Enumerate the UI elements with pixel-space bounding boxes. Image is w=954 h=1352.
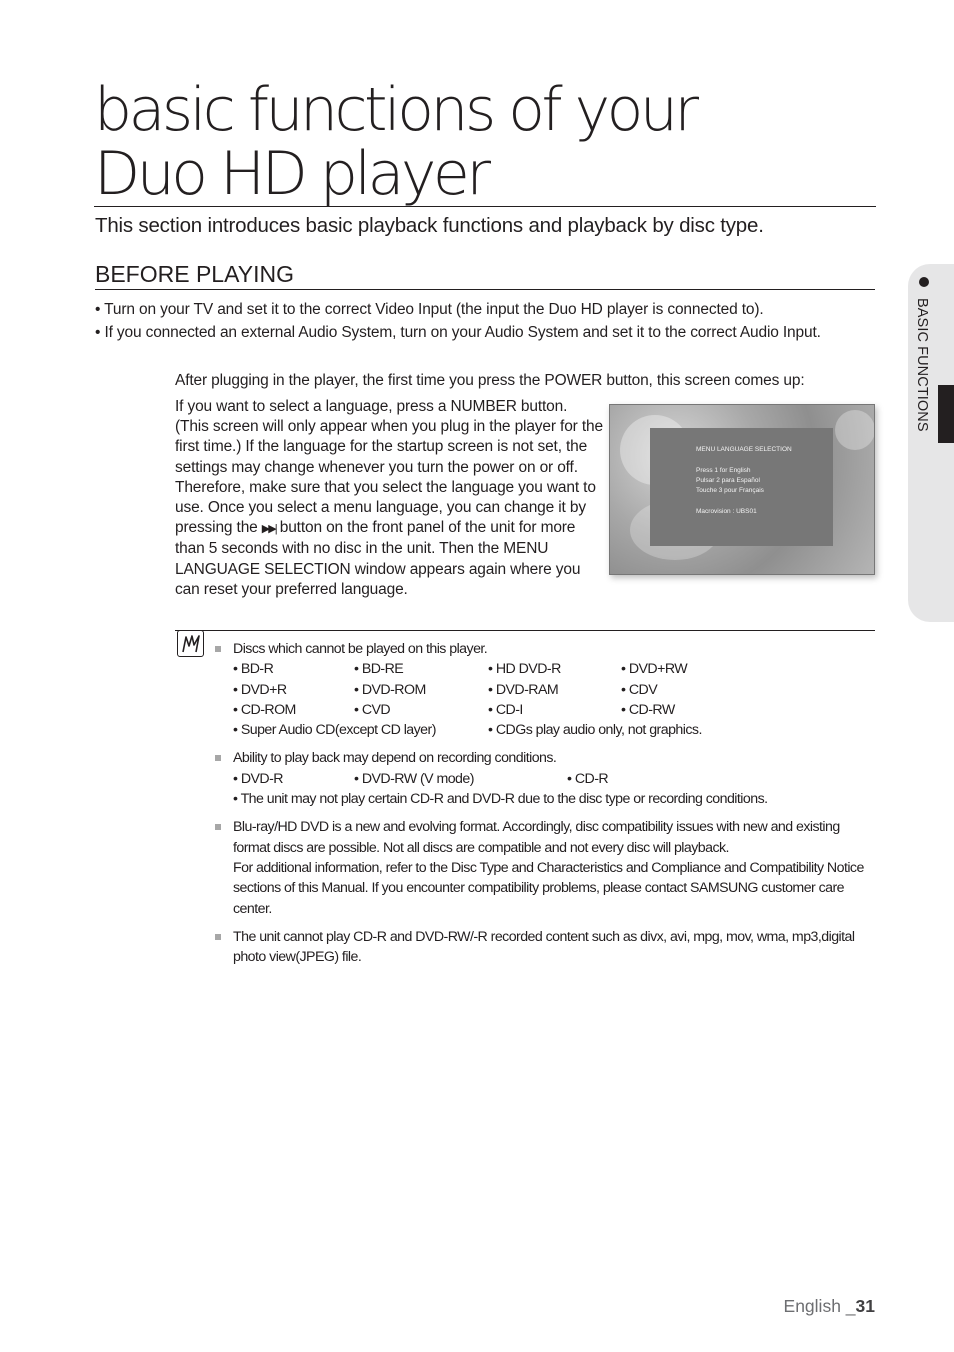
screen-illustration	[609, 404, 875, 575]
language-instruction	[175, 397, 605, 600]
note-item-bluray	[214, 817, 879, 918]
note-bullet-icon	[215, 755, 221, 761]
disc-type: • CD-I	[488, 700, 621, 720]
lang-text-before: If you want to select a language, press a	[175, 398, 451, 415]
menu-option: Press 1 for English	[696, 467, 751, 474]
page-title-line2: Duo HD player	[94, 139, 488, 209]
note-icon	[177, 630, 204, 657]
page-title-line1: basic functions of your	[94, 75, 696, 145]
macrovision-label: Macrovision : UBS01	[696, 508, 757, 515]
menu-option: Touche 3 pour Français	[696, 487, 764, 494]
number-keyword: NUMBER	[450, 398, 517, 415]
menu-option: Pulsar 2 para Español	[696, 477, 760, 484]
section-heading: BEFORE PLAYING	[95, 261, 875, 290]
note-text: Discs which cannot be played on this player.	[233, 641, 488, 657]
disc-type: • DVD-R	[233, 769, 354, 789]
note-item-formats	[214, 927, 879, 968]
page-footer	[700, 1296, 875, 1317]
skip-forward-icon: ▶▶|	[261, 523, 276, 536]
note-bullet-icon	[215, 824, 221, 830]
power-keyword: POWER	[544, 372, 603, 389]
page-title	[94, 75, 876, 209]
disc-type: • CDGs play audio only, not graphics.	[488, 720, 751, 740]
disc-type: • DVD+RW	[621, 659, 751, 679]
disc-type: • CDV	[621, 680, 751, 700]
disc-type: • DVD-RW (V mode)	[354, 769, 567, 789]
power-text-after: button, this screen comes up:	[602, 372, 805, 389]
lang-text-middle: button. (This screen will only appear when you plug in the player for the first time.) If the language for the startup screen is not set, the settings may change whenever you turn the power on or off. Therefore, make sure that you select the language you want to use. Once you select a menu language, you can change it by pressing the	[175, 398, 603, 537]
disc-type: • CD-R	[567, 769, 717, 789]
disc-type: • BD-R	[233, 659, 354, 679]
disc-type: • CD-ROM	[233, 700, 354, 720]
lang-text-after: button on the front panel of the unit for more than 5 seconds with no disc in the unit. Then the MENU LANGUAGE SELECTION window appears again where you can reset your preferred language.	[175, 519, 581, 598]
disc-type: • DVD-RAM	[488, 680, 621, 700]
note-remark: • The unit may not play certain CD-R and DVD-R due to the disc type or recording conditions.	[233, 789, 879, 809]
power-text-before: After plugging in the player, the first time you press the	[175, 372, 545, 389]
note-item-unplayable	[214, 639, 879, 740]
list-item: • If you connected an external Audio System, turn on your Audio System and set it to the correct Audio Input.	[95, 321, 885, 344]
section-intro: This section introduces basic playback functions and playback by disc type.	[95, 214, 764, 237]
note-divider	[175, 630, 875, 631]
chapter-tab-label: BASIC FUNCTIONS	[914, 298, 930, 432]
note-text: Ability to play back may depend on recording conditions.	[233, 750, 557, 767]
screen-highlight	[835, 410, 875, 450]
before-playing-list	[95, 298, 885, 344]
menu-language-selection-window	[650, 428, 833, 546]
disc-type: • CVD	[354, 700, 488, 720]
disc-type: • DVD+R	[233, 680, 354, 700]
note-bullet-icon	[215, 646, 221, 652]
recording-disc-row	[233, 769, 879, 789]
menu-title: MENU LANGUAGE SELECTION	[696, 446, 792, 453]
note-bullet-icon	[215, 934, 221, 940]
disc-type: • HD DVD-R	[488, 659, 621, 679]
list-item: • Turn on your TV and set it to the correct Video Input (the input the Duo HD player is connected to).	[95, 298, 885, 321]
bullet-dot-icon	[919, 277, 929, 287]
disc-type: • CD-RW	[621, 700, 751, 720]
disc-type: • DVD-ROM	[354, 680, 488, 700]
note-text: For additional information, refer to the Disc Type and Characteristics and Compliance and Compatibility Notice sections of this Manual. If you encounter compatibility problems, please contact SAMSUNG customer care center.	[233, 859, 864, 917]
unplayable-disc-grid	[233, 659, 879, 740]
disc-type: • Super Audio CD(except CD layer)	[233, 720, 488, 740]
page-number: 31	[855, 1296, 875, 1316]
disc-type: • BD-RE	[354, 659, 488, 679]
power-instruction	[175, 372, 875, 390]
chapter-tab-marker	[938, 385, 954, 443]
notes-list	[214, 639, 879, 975]
note-text: Blu-ray/HD DVD is a new and evolving format. Accordingly, disc compatibility issues with new and existing format discs are possible. Not all discs are compatible and not every disc will playback.	[233, 819, 840, 856]
note-item-recording	[214, 748, 879, 809]
footer-language: English _	[783, 1296, 856, 1316]
note-text: The unit cannot play CD-R and DVD-RW/-R recorded content such as divx, avi, mpg, mov, wma, mp3,digital photo view(JPEG) file.	[233, 928, 855, 966]
